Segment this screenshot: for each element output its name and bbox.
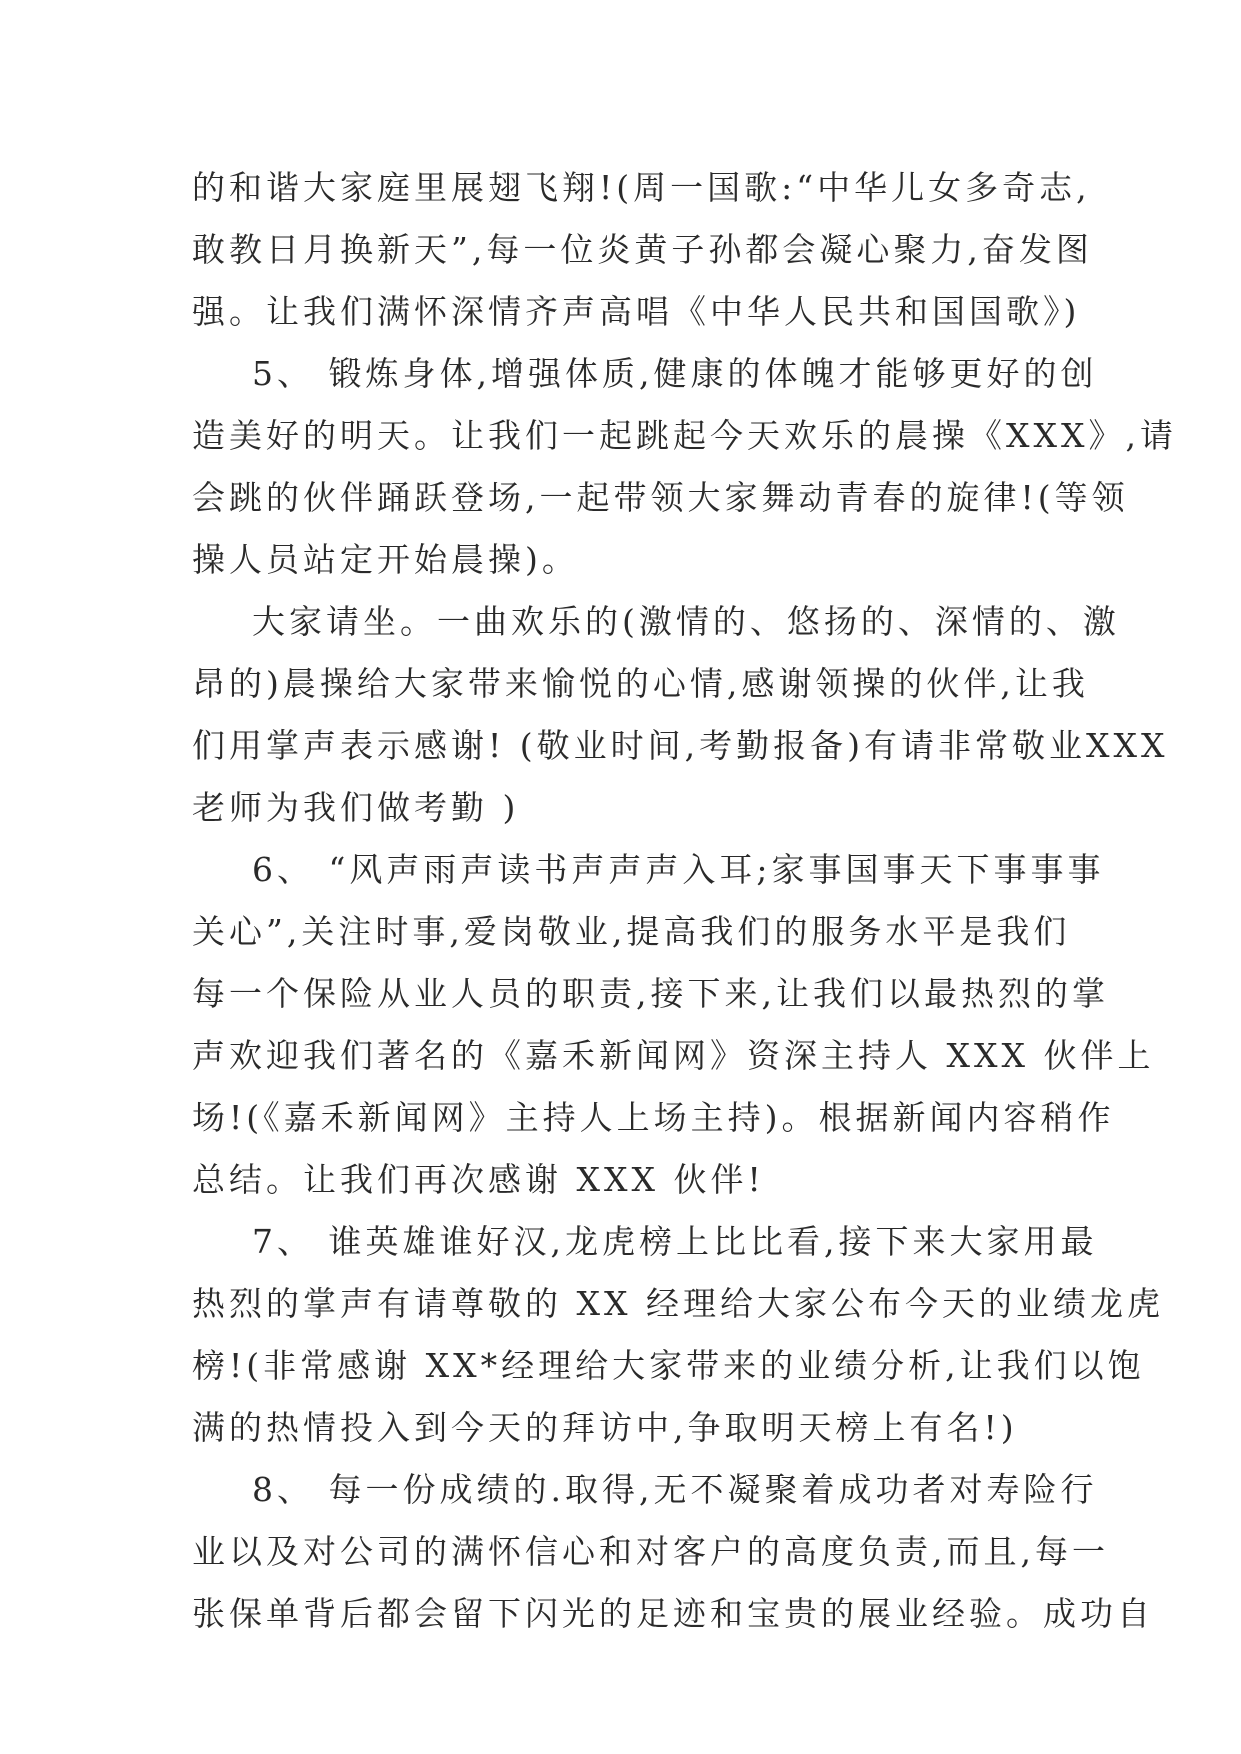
text-line: 每一个保险从业人员的职责,接下来,让我们以最热烈的掌 — [192, 974, 1109, 1013]
text-line: 热烈的掌声有请尊敬的 XX 经理给大家公布今天的业绩龙虎 — [192, 1284, 1164, 1323]
text-line: 张保单背后都会留下闪光的足迹和宝贵的展业经验。成功自 — [192, 1594, 1154, 1633]
text-line: 们用掌声表示感谢! (敬业时间,考勤报备)有请非常敬业XXX — [192, 726, 1169, 765]
text-line: 总结。让我们再次感谢 XXX 伙伴! — [192, 1160, 765, 1199]
text-line: 造美好的明天。让我们一起跳起今天欢乐的晨操《XXX》,请 — [192, 416, 1177, 455]
text-line: 6、 “风声雨声读书声声声入耳;家事国事天下事事事 — [252, 850, 1105, 889]
text-line: 5、 锻炼身体,增强体质,健康的体魄才能够更好的创 — [252, 354, 1098, 393]
text-line: 昂的)晨操给大家带来愉悦的心情,感谢领操的伙伴,让我 — [192, 664, 1089, 703]
document-body — [192, 157, 1177, 1645]
text-line: 满的热情投入到今天的拜访中,争取明天榜上有名!) — [192, 1408, 1018, 1447]
text-line: 操人员站定开始晨操)。 — [192, 540, 579, 579]
text-line: 业以及对公司的满怀信心和对客户的高度负责,而且,每一 — [192, 1532, 1109, 1571]
text-line: 的和谐大家庭里展翅飞翔!(周一国歌:“中华儿女多奇志, — [192, 168, 1091, 207]
text-line: 强。让我们满怀深情齐声高唱《中华人民共和国国歌》) — [192, 292, 1081, 331]
text-line: 关心”,关注时事,爱岗敬业,提高我们的服务水平是我们 — [192, 912, 1071, 951]
text-line: 大家请坐。一曲欢乐的(激情的、悠扬的、深情的、激 — [252, 602, 1120, 641]
text-line: 老师为我们做考勤 ) — [192, 788, 520, 827]
text-line: 榜!(非常感谢 XX*经理给大家带来的业绩分析,让我们以饱 — [192, 1346, 1145, 1385]
text-line: 场!(《嘉禾新闻网》主持人上场主持)。根据新闻内容稍作 — [192, 1098, 1115, 1137]
text-line: 7、 谁英雄谁好汉,龙虎榜上比比看,接下来大家用最 — [252, 1222, 1098, 1261]
text-line: 敢教日月换新天”,每一位炎黄子孙都会凝心聚力,奋发图 — [192, 230, 1093, 269]
text-line: 声欢迎我们著名的《嘉禾新闻网》资深主持人 XXX 伙伴上 — [192, 1036, 1155, 1075]
text-line: 8、 每一份成绩的.取得,无不凝聚着成功者对寿险行 — [252, 1470, 1098, 1509]
text-line: 会跳的伙伴踊跃登场,一起带领大家舞动青春的旋律!(等领 — [192, 478, 1129, 517]
